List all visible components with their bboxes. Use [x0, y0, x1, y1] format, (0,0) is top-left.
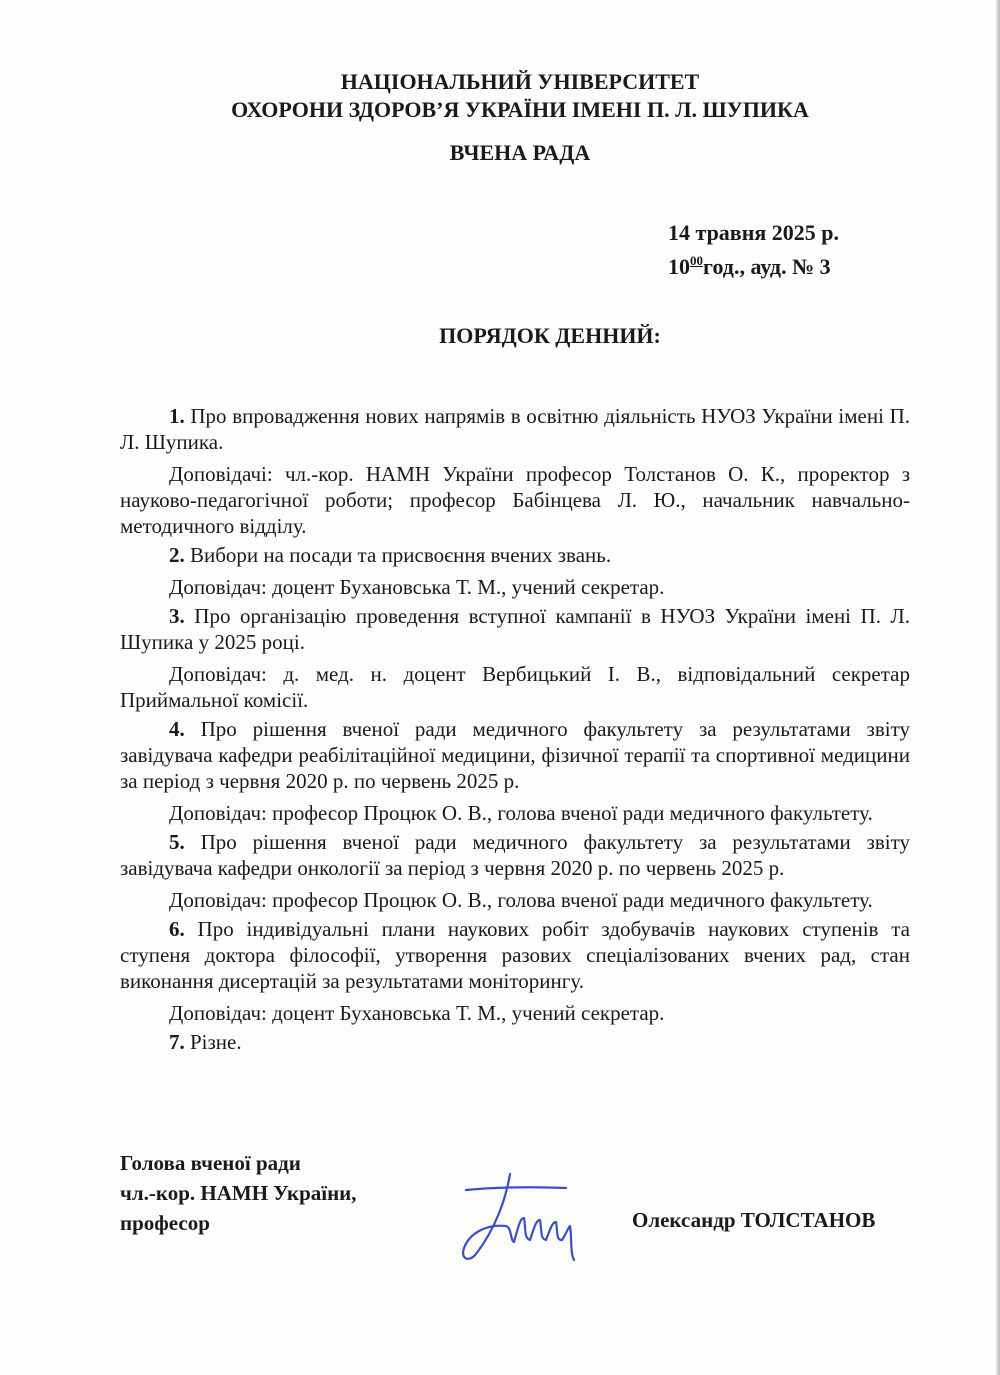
signatory-title-line-3: професор	[120, 1211, 210, 1235]
agenda-item-number: 7.	[169, 1030, 185, 1054]
meeting-minutes: 00	[690, 253, 703, 268]
agenda-item-number: 4.	[169, 717, 185, 741]
agenda-item-text: Про індивідуальні плани наукових робіт здобувачів наукових ступенів та ступеня доктора філософії, утворення разових спеціалізованих вчених рад, стан виконання дисертацій за результатами моніторингу.	[120, 917, 910, 993]
agenda-item-2	[120, 542, 910, 568]
signatory-title-line-2: чл.-кор. НАМН України,	[120, 1181, 357, 1205]
agenda-item-3-speaker: Доповідач: д. мед. н. доцент Вербицький І. В., відповідальний секретар Приймальної комісії.	[120, 662, 910, 712]
agenda-item-text: Про рішення вченої ради медичного факультету за результатами звіту завідувача кафедри онкології за період з червня 2020 р. по червень 2025 р.	[120, 830, 910, 880]
agenda-title: ПОРЯДОК ДЕННИЙ:	[439, 323, 661, 348]
agenda-item-6-speaker: Доповідач: доцент Бухановська Т. М., учений секретар.	[169, 1001, 665, 1025]
council-title: ВЧЕНА РАДА	[449, 140, 591, 165]
agenda-item-number: 1.	[169, 404, 185, 428]
handwritten-signature	[448, 1168, 598, 1268]
agenda-item-5	[120, 829, 910, 881]
agenda-item-5-speaker: Доповідач: професор Процюк О. В., голова вченої ради медичного факультету.	[169, 888, 873, 912]
header-line-2: ОХОРОНИ ЗДОРОВ’Я УКРАЇНИ ІМЕНІ П. Л. ШУПИКА	[231, 97, 809, 122]
agenda-item-1	[120, 403, 910, 455]
page-edge-shadow	[996, 0, 1000, 1375]
agenda-item-4-speaker: Доповідач: професор Процюк О. В., голова вченої ради медичного факультету.	[169, 801, 873, 825]
agenda-item-3	[120, 603, 910, 655]
header-line-1: НАЦІОНАЛЬНИЙ УНІВЕРСИТЕТ	[340, 69, 700, 94]
meeting-place: год., ауд. № 3	[703, 254, 831, 279]
agenda-item-number: 3.	[169, 604, 185, 628]
meeting-hour: 10	[668, 254, 690, 279]
agenda-item-number: 5.	[169, 830, 185, 854]
agenda-item-4	[120, 716, 910, 794]
meeting-time-place	[668, 247, 839, 281]
meeting-details	[668, 219, 839, 281]
agenda-item-text: Про рішення вченої ради медичного факультету за результатами звіту завідувача кафедри реабілітаційної медицини, фізичної терапії та спортивної медицини за період з червня 2020 р. по червень 2025 р.	[120, 717, 910, 793]
signature-stroke	[463, 1174, 574, 1260]
meeting-date: 14 травня 2025 р.	[668, 220, 840, 245]
agenda-item-text: Про впровадження нових напрямів в освітню діяльність НУОЗ України імені П. Л. Шупика.	[120, 404, 910, 454]
signatory-title	[120, 1148, 357, 1238]
agenda-item-text: Вибори на посади та присвоєння вчених звань.	[184, 543, 612, 567]
agenda-item-text: Про організацію проведення вступної кампанії в НУОЗ України імені П. Л. Шупика у 2025 році.	[120, 604, 910, 654]
agenda-item-1-speaker: Доповідачі: чл.-кор. НАМН України професор Толстанов О. К., проректор з науково-педагогічної роботи; професор Бабінцева Л. Ю., начальник навчально-методичного відділу.	[120, 462, 910, 538]
agenda-list	[120, 400, 910, 1055]
agenda-item-number: 6.	[169, 917, 185, 941]
agenda-item-6	[120, 916, 910, 994]
university-header	[0, 68, 1000, 124]
agenda-item-number: 2.	[169, 543, 185, 567]
agenda-item-7	[120, 1029, 910, 1055]
agenda-item-text: Різне.	[184, 1030, 242, 1054]
signatory-name: Олександр ТОЛСТАНОВ	[632, 1208, 876, 1232]
agenda-item-2-speaker: Доповідач: доцент Бухановська Т. М., учений секретар.	[169, 575, 665, 599]
signatory-title-line-1: Голова вченої ради	[120, 1151, 301, 1175]
